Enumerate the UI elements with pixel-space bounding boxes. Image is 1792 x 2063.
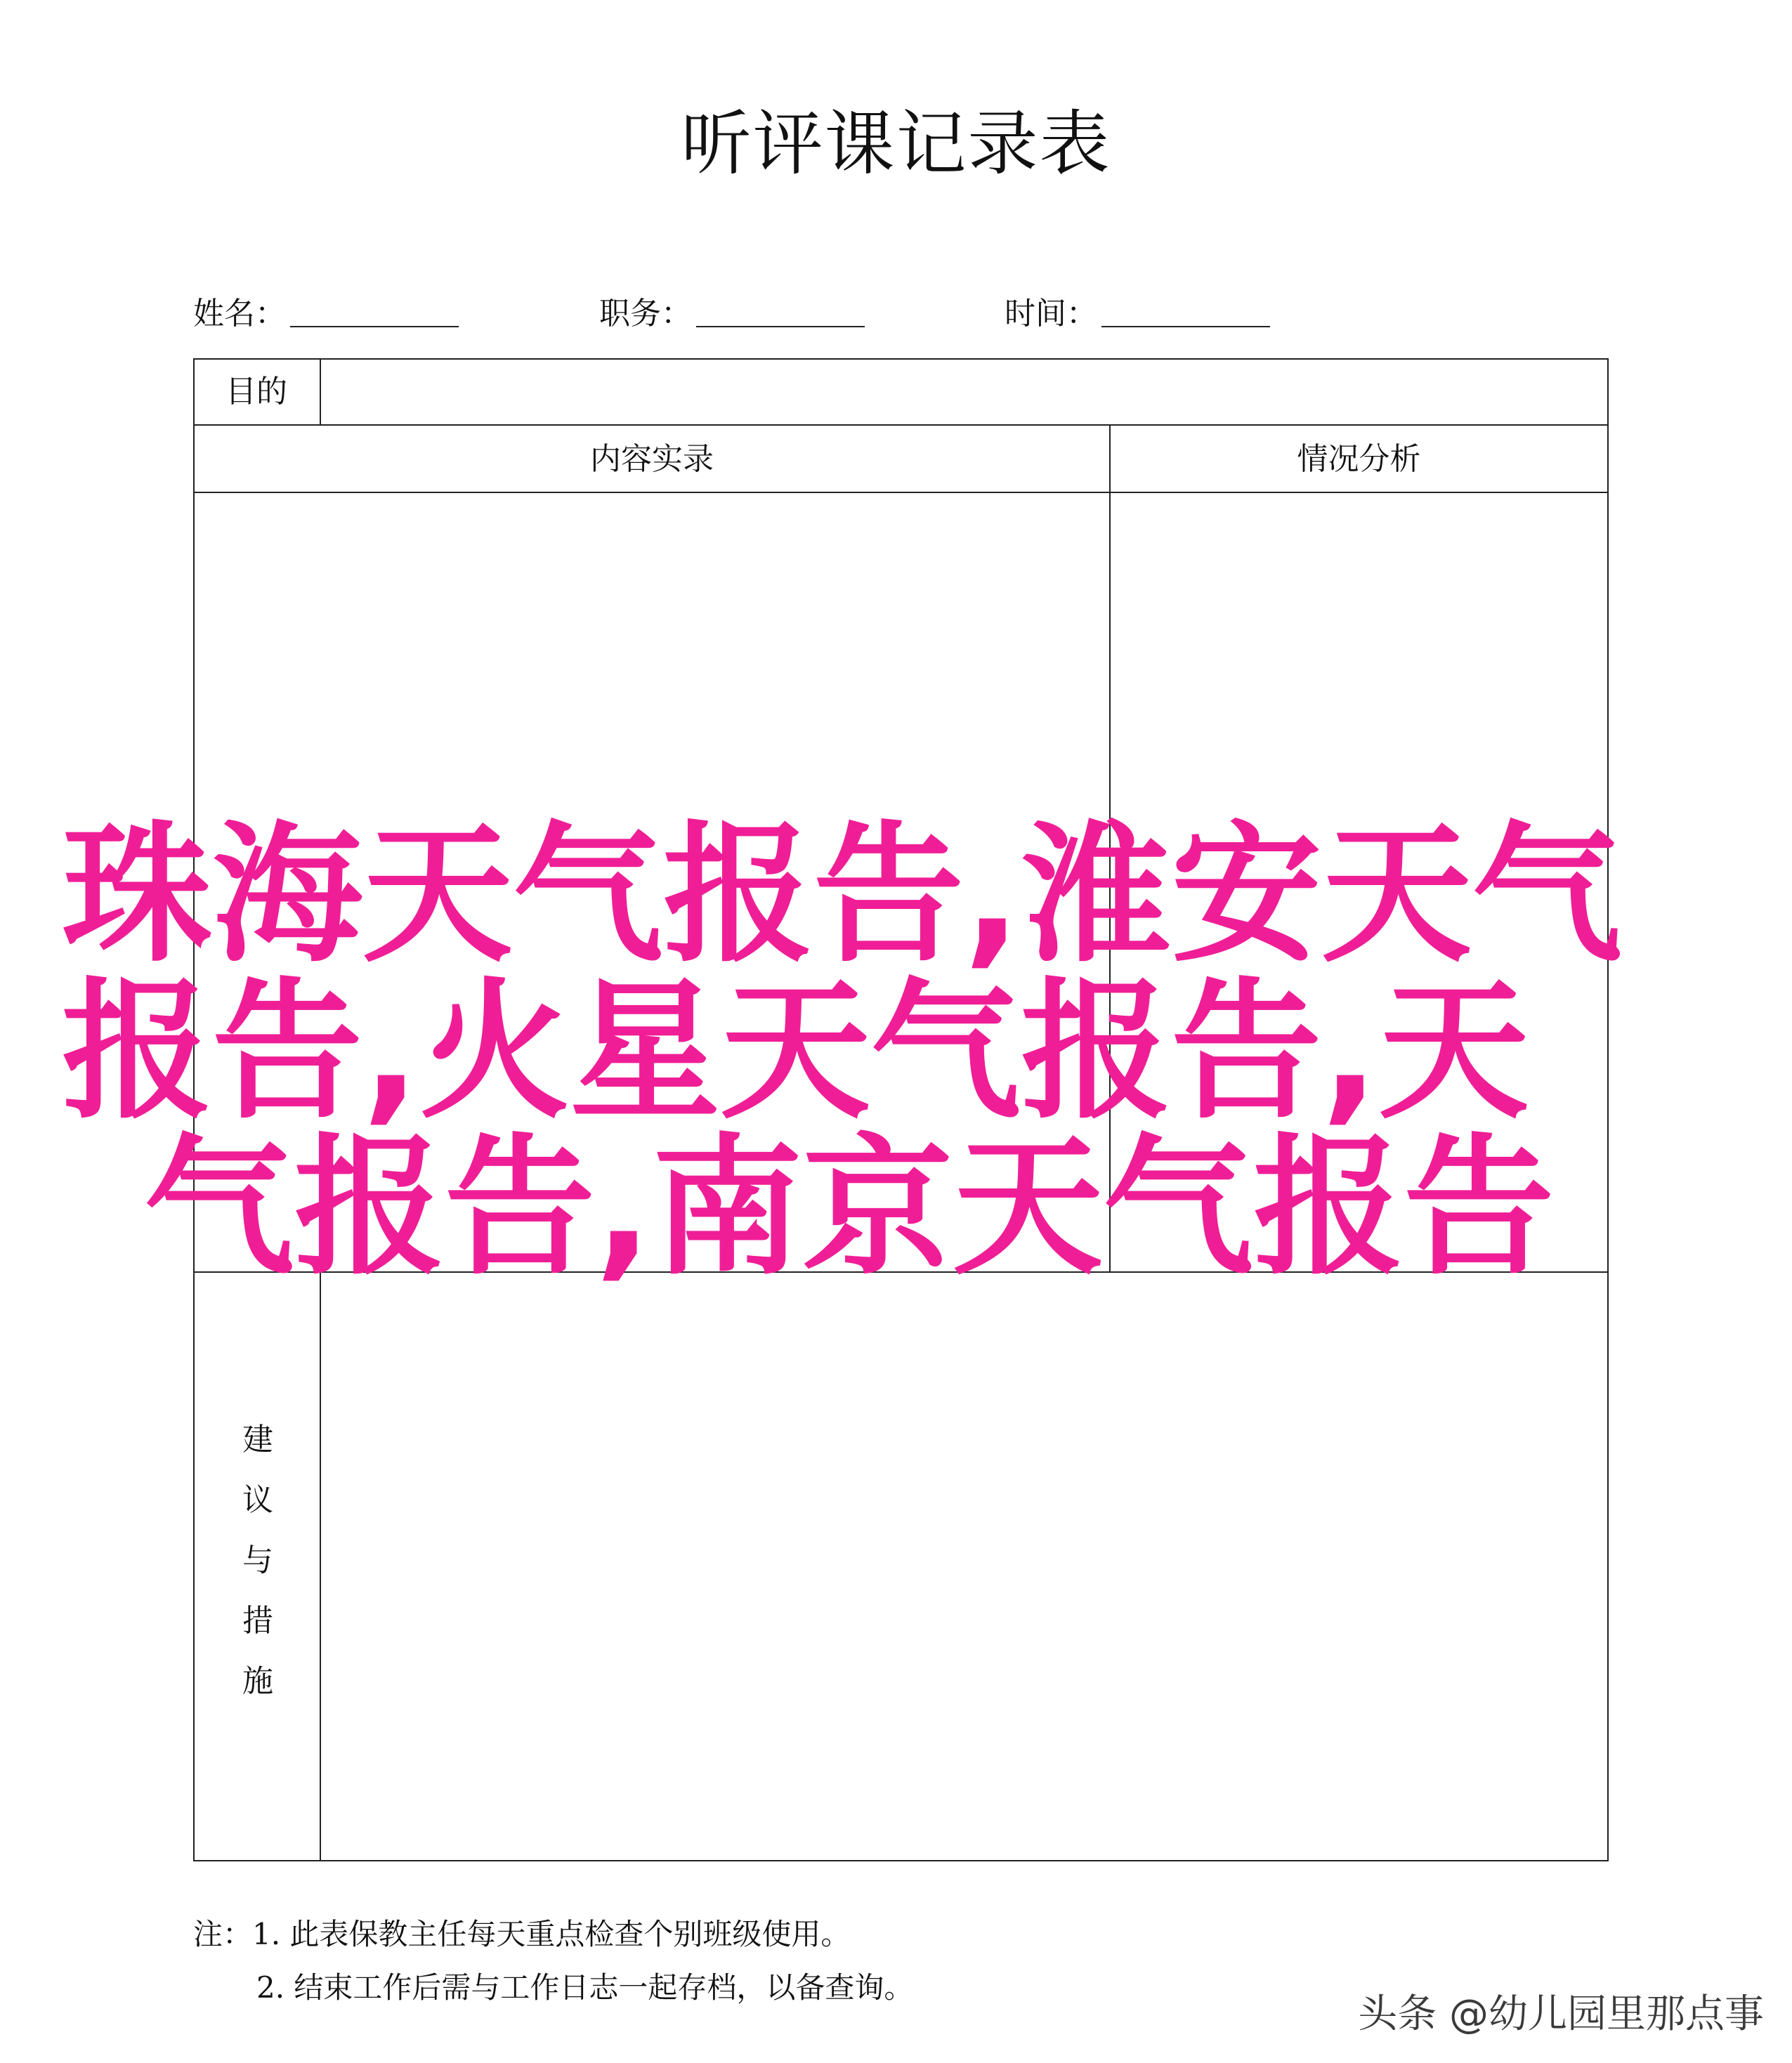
position-blank-line[interactable] <box>696 289 865 327</box>
name-field-group <box>193 289 459 339</box>
position-label: 职务： <box>599 296 692 332</box>
note-line-1: 注：1. 此表保教主任每天重点检查个别班级使用。 <box>193 1917 851 1951</box>
suggestion-char: 议 <box>242 1482 273 1518</box>
time-label: 时间： <box>1005 296 1097 332</box>
note-line-2: 2. 结束工作后需与工作日志一起存档，以备查询。 <box>256 1970 914 2005</box>
name-blank-line[interactable] <box>290 289 459 327</box>
overlay-line-1: 珠海天气报告,淮安天气 <box>62 808 1623 983</box>
suggestion-char: 措 <box>242 1603 273 1639</box>
page-title: 听评课记录表 <box>681 103 1111 185</box>
analysis-header: 情况分析 <box>1297 441 1421 477</box>
time-blank-line[interactable] <box>1101 289 1270 327</box>
overlay-line-2: 报告,火星天气报告,天 <box>62 964 1529 1139</box>
suggestion-char: 与 <box>242 1543 273 1578</box>
row-divider-purpose <box>195 424 1607 426</box>
content-record-header: 内容实录 <box>590 441 714 477</box>
watermark: 头条 @幼儿园里那点事 <box>1358 1991 1764 2037</box>
name-label: 姓名： <box>193 296 286 332</box>
overlay-line-3: 气报告,南京天气报告 <box>144 1120 1555 1295</box>
suggestion-cell[interactable] <box>321 1273 1607 1860</box>
suggestion-char: 施 <box>242 1663 273 1699</box>
suggestion-char: 建 <box>242 1422 273 1458</box>
suggestion-label <box>237 1410 279 1712</box>
purpose-label: 目的 <box>225 374 287 410</box>
purpose-input-cell[interactable] <box>321 360 1607 424</box>
position-field-group <box>599 289 865 339</box>
time-field-group <box>1005 289 1270 339</box>
